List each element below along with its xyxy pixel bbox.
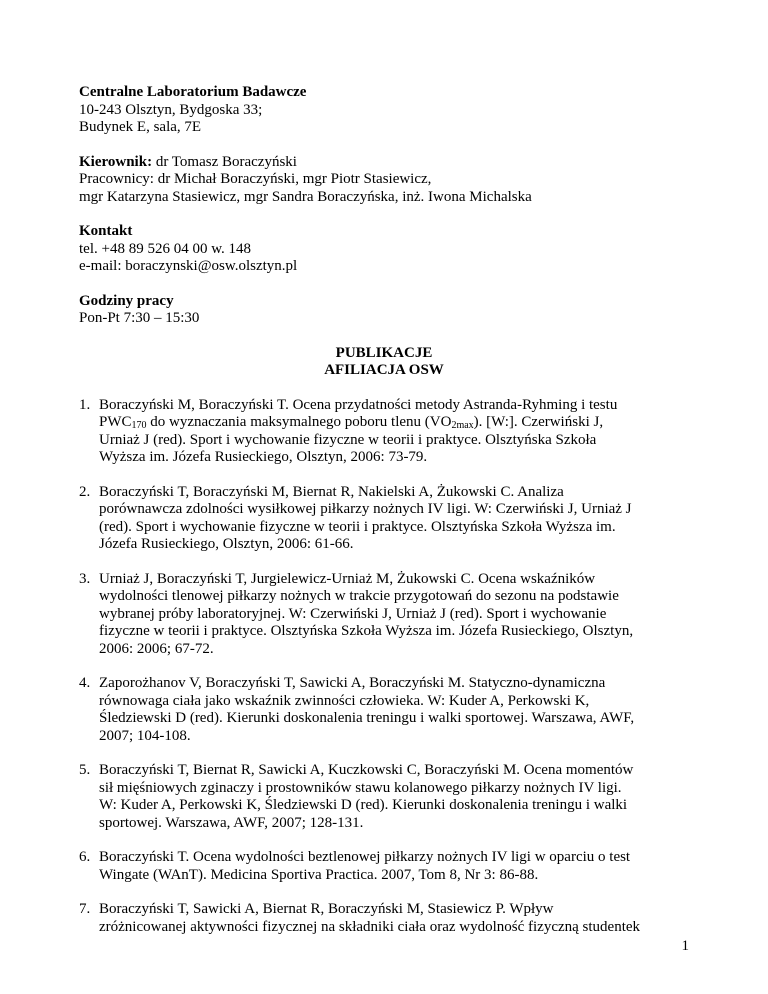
- publication-line: W: Kuder A, Perkowski K, Śledziewski D (red). Kierunki doskonalenia treningu i walki: [99, 797, 628, 813]
- hours-section: [79, 293, 689, 328]
- publication-item-6: [79, 849, 689, 884]
- lab-header: [79, 84, 689, 137]
- publication-line: 2007; 104-108.: [99, 727, 191, 744]
- pwc-subscript: 170: [131, 420, 147, 431]
- staff-section: [79, 154, 689, 207]
- address-line-1: 10-243 Olsztyn, Bydgoska 33;: [79, 101, 263, 118]
- publication-line: 2006: 2006; 67-72.: [99, 640, 214, 657]
- contact-phone: tel. +48 89 526 04 00 w. 148: [79, 240, 252, 257]
- publication-line: porównawcza zdolności wysiłkowej piłkarzy nożnych IV ligi. W: Czerwiński J, Urniaż J: [99, 501, 632, 517]
- publication-number: 4.: [79, 675, 91, 691]
- publication-text: do wyznaczania maksymalnego poboru tlenu (VO: [146, 414, 452, 430]
- head-name: dr Tomasz Boraczyński: [152, 153, 297, 170]
- publication-line: Józefa Rusieckiego, Olsztyn, 2006: 61-66.: [99, 536, 354, 552]
- contact-title: Kontakt: [79, 223, 133, 239]
- publication-line: sportowej. Warszawa, AWF, 2007; 128-131.: [99, 814, 364, 831]
- staff-line-2: mgr Katarzyna Stasiewicz, mgr Sandra Boraczyńska, inż. Iwona Michalska: [79, 188, 532, 205]
- publications-title: PUBLIKACJE: [335, 344, 433, 361]
- contact-section: [79, 223, 689, 276]
- publication-number: 3.: [79, 570, 91, 587]
- publications-heading: [79, 345, 689, 380]
- hours-title: Godziny pracy: [79, 292, 174, 309]
- publication-line: (red). Sport i wychowanie fizyczne w teorii i praktyce. Olsztyńska Szkoła Wyższa im.: [99, 518, 616, 535]
- publication-line: Urniaż J (red). Sport i wychowanie fizyczne w teorii i praktyce. Olsztyńska Szkoła: [99, 431, 597, 448]
- publication-line: Boraczyński T, Biernat R, Sawicki A, Kuczkowski C, Boraczyński M. Ocena momentów: [99, 762, 634, 778]
- publication-line: fizyczne w teorii i praktyce. Olsztyńska Szkoła Wyższa im. Józefa Rusieckiego, Olsztyn,: [99, 623, 634, 639]
- pwc-text: PWC: [99, 414, 132, 430]
- publication-line: sił mięśniowych zginaczy i prostowników stawu kolanowego piłkarzy nożnych IV ligi.: [99, 779, 622, 796]
- publication-item-5: [79, 762, 689, 832]
- publication-line: [99, 414, 689, 432]
- publication-line: wydolności tlenowej piłkarzy nożnych w trakcie przygotowań do sezonu na podstawie: [99, 588, 619, 604]
- publication-line: Śledziewski D (red). Kierunki doskonalenia treningu i walki sportowej. Warszawa, AWF,: [99, 710, 635, 726]
- publication-number: 2.: [79, 483, 91, 500]
- publication-item-2: [79, 484, 689, 554]
- staff-line-1: Pracownicy: dr Michał Boraczyński, mgr Piotr Stasiewicz,: [79, 171, 432, 187]
- publication-item-3: [79, 571, 689, 659]
- publication-text: ). [W:]. Czerwiński J,: [473, 414, 604, 430]
- publication-number: 7.: [79, 901, 91, 917]
- publication-line: Wingate (WAnT). Medicina Sportiva Practica. 2007, Tom 8, Nr 3: 86-88.: [99, 866, 539, 883]
- publication-line: Zaporożhanov V, Boraczyński T, Sawicki A, Boraczyński M. Statyczno-dynamiczna: [99, 675, 606, 691]
- contact-email: e-mail: boraczynski@osw.olsztyn.pl: [79, 258, 298, 274]
- publications-list: [79, 397, 689, 937]
- address-line-2: Budynek E, sala, 7E: [79, 119, 202, 135]
- publication-line: równowaga ciała jako wskaźnik zwinności człowieka. W: Kuder A, Perkowski K,: [99, 692, 590, 709]
- publication-line: wybranej próby laboratoryjnej. W: Czerwiński J, Urniaż J (red). Sport i wychowanie: [99, 605, 607, 622]
- head-label: Kierownik:: [79, 153, 153, 170]
- publication-number: 1.: [79, 396, 91, 413]
- publication-line: Boraczyński T, Boraczyński M, Biernat R, Nakielski A, Żukowski C. Analiza: [99, 483, 564, 500]
- publication-number: 5.: [79, 762, 91, 778]
- page-number: 1: [681, 938, 689, 954]
- publication-line: Boraczyński T. Ocena wydolności beztlenowej piłkarzy nożnych IV ligi w oparciu o test: [99, 849, 631, 865]
- publication-item-4: [79, 675, 689, 745]
- head-line: [79, 154, 689, 172]
- publication-item-7: [79, 901, 689, 936]
- vo2max-subscript: 2max: [451, 420, 474, 431]
- document-content: [79, 84, 689, 953]
- publication-item-1: [79, 397, 689, 467]
- affiliation-title: AFILIACJA OSW: [324, 362, 444, 378]
- publication-line: Boraczyński M, Boraczyński T. Ocena przydatności metody Astranda-Ryhming i testu: [99, 396, 618, 413]
- publication-number: 6.: [79, 849, 91, 865]
- publication-line: Boraczyński T, Sawicki A, Biernat R, Boraczyński M, Stasiewicz P. Wpływ: [99, 901, 554, 917]
- hours-value: Pon-Pt 7:30 – 15:30: [79, 310, 200, 326]
- publication-line: Urniaż J, Boraczyński T, Jurgielewicz-Urniaż M, Żukowski C. Ocena wskaźników: [99, 570, 596, 587]
- lab-name: Centralne Laboratorium Badawcze: [79, 84, 307, 100]
- publication-line: Wyższa im. Józefa Rusieckiego, Olsztyn, 2006: 73-79.: [99, 449, 428, 465]
- publication-line: zróżnicowanej aktywności fizycznej na składniki ciała oraz wydolność fizyczną studentek: [99, 918, 641, 935]
